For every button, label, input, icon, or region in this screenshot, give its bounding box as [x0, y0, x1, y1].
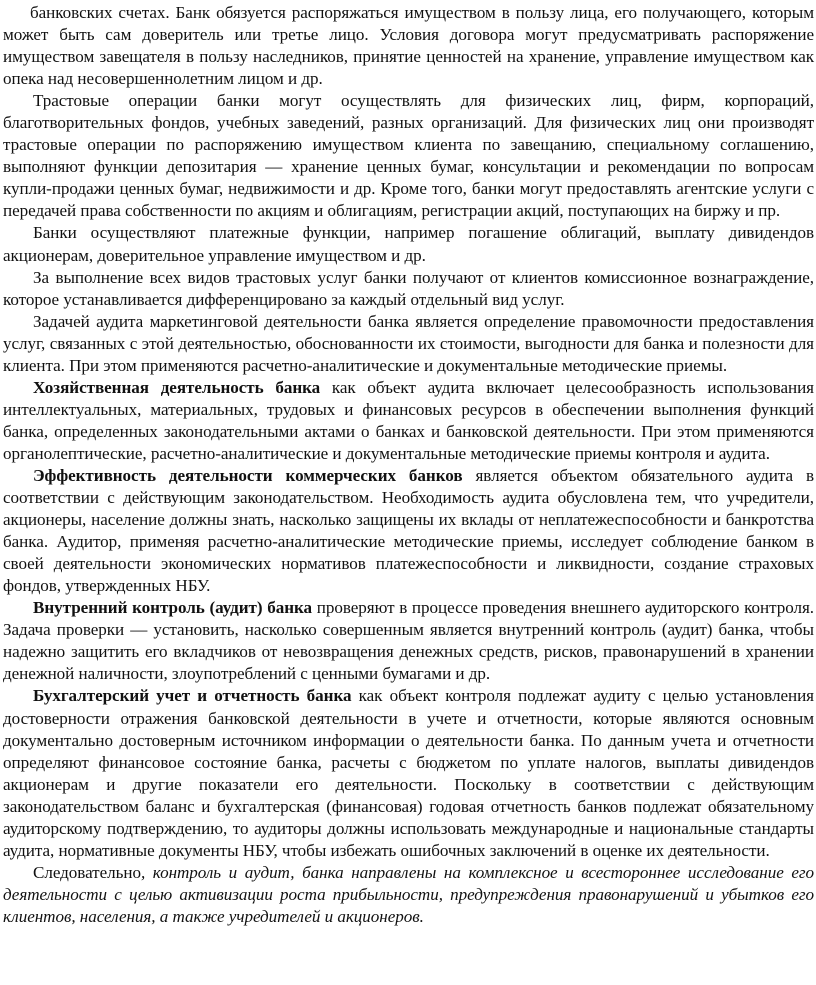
- paragraph-trust-continuation: [3, 2, 814, 90]
- paragraph-marketing-audit: [3, 311, 814, 377]
- paragraph-text: За выполнение всех видов трастовых услуг банки получают от клиентов комиссионное вознаграждение, которое устанавливается дифференцировано за каждый отдельный вид услуг.: [3, 267, 814, 309]
- paragraph-text: проверяют в процессе проведения внешнего аудиторского контроля. Задача проверки — установить, насколько совершенным является внутренний контроль (аудит) банка, чтобы надежно защитить его вкладчиков от невозвращения денежных средств, рисков, правонарушений в хранении денежной наличности, злоупотреблений с ценными бумагами и др.: [3, 598, 814, 684]
- paragraph-commission: [3, 267, 814, 311]
- paragraph-heading: Эффективность деятельности коммерческих банков: [33, 465, 463, 485]
- paragraph-internal-control: [3, 597, 814, 685]
- paragraph-italic-text: , контроль и аудит, банка направлены на комплексное и всестороннее исследование его деятельности с целью активизации роста прибыльности, предупреждения правонарушений и убытков его клиентов, населения, а также учредителей и акционеров.: [3, 862, 814, 926]
- paragraph-economic-activity: [3, 377, 814, 465]
- paragraph-heading: Бухгалтерский учет и отчетность банка: [33, 686, 352, 706]
- paragraph-heading: Хозяйственная деятельность банка: [33, 377, 321, 397]
- paragraph-heading: Внутренний контроль (аудит) банка: [33, 598, 313, 618]
- paragraph-text: как объект контроля подлежат аудиту с целью установления достоверности отражения банковской деятельности в учете и отчетности, которые являются основным документально достоверным источником информации о деятельности банка. По данным учета и отчетности определяют финансовое состояние банка, расчеты с бюджетом по уплате налогов, выплаты дивидендов акционерам и другие показатели его деятельности. Поскольку в соответствии с действующим законодательством баланс и бухгалтерская (финансовая) годовая отчетность банков подлежат обязательному аудиторскому подтверждению, то аудиторы должны использовать международные и национальные стандарты аудита, нормативные документы НБУ, чтобы избежать ошибочных заключений в оценке их деятельности.: [3, 686, 814, 860]
- paragraph-text: как объект аудита включает целесообразность использования интеллектуальных, материальных, трудовых и финансовых ресурсов в обеспечении выполнения функций банка, определенных законодательными актами о банках и банковской деятельности. При этом применяются органолептические, расчетно-аналитические и документальные методические приемы контроля и аудита.: [3, 377, 814, 463]
- paragraph-text: банковских счетах. Банк обязуется распоряжаться имуществом в пользу лица, его получающего, которым может быть сам доверитель или третье лицо. Условия договора могут предусматривать распоряжение имуществом завещателя в пользу наследников, принятие ценностей на хранение, управление имуществом как опека над несовершеннолетним лицом и др.: [3, 3, 814, 89]
- paragraph-text: Следовательно: [33, 862, 141, 882]
- paragraph-text: является объектом обязательного аудита в соответствии с действующим законодательством. Необходимость аудита обусловлена тем, что учредители, акционеры, население должны знать, насколько защищены их вклады от неплатежеспособности и банкротства банка. Аудитор, применяя расчетно-аналитические методические приемы, исследует соблюдение банком в своей деятельности экономических нормативов платежеспособности и ликвидности, создание страховых фондов, утвержденных НБУ.: [3, 465, 814, 596]
- paragraph-trust-operations: [3, 90, 814, 222]
- paragraph-conclusion: [3, 862, 814, 928]
- paragraph-text: Задачей аудита маркетинговой деятельности банка является определение правомочности предоставления услуг, связанных с этой деятельностью, обоснованности их стоимости, выгодности для банка и полезности для клиента. При этом применяются расчетно-аналитические и документальные методические приемы.: [3, 311, 814, 375]
- paragraph-accounting: [3, 685, 814, 861]
- paragraph-payment-functions: [3, 222, 814, 266]
- paragraph-efficiency: [3, 465, 814, 597]
- paragraph-text: Трастовые операции банки могут осуществлять для физических лиц, фирм, корпораций, благотворительных фондов, учебных заведений, разных организаций. Для физических лиц они производят трастовые операции по распоряжению имуществом клиента по завещанию, специальному соглашению, выполняют функции депозитария — хранение ценных бумаг, консультации и рекомендации по вопросам купли-продажи ценных бумаг, недвижимости и др. Кроме того, банки могут предоставлять агентские услуги с передачей права собственности по акциям и облигациям, регистрации акций, поступающих на биржу и пр.: [3, 91, 814, 221]
- paragraph-text: Банки осуществляют платежные функции, например погашение облигаций, выплату дивидендов акционерам, доверительное управление имуществом и др.: [3, 223, 814, 265]
